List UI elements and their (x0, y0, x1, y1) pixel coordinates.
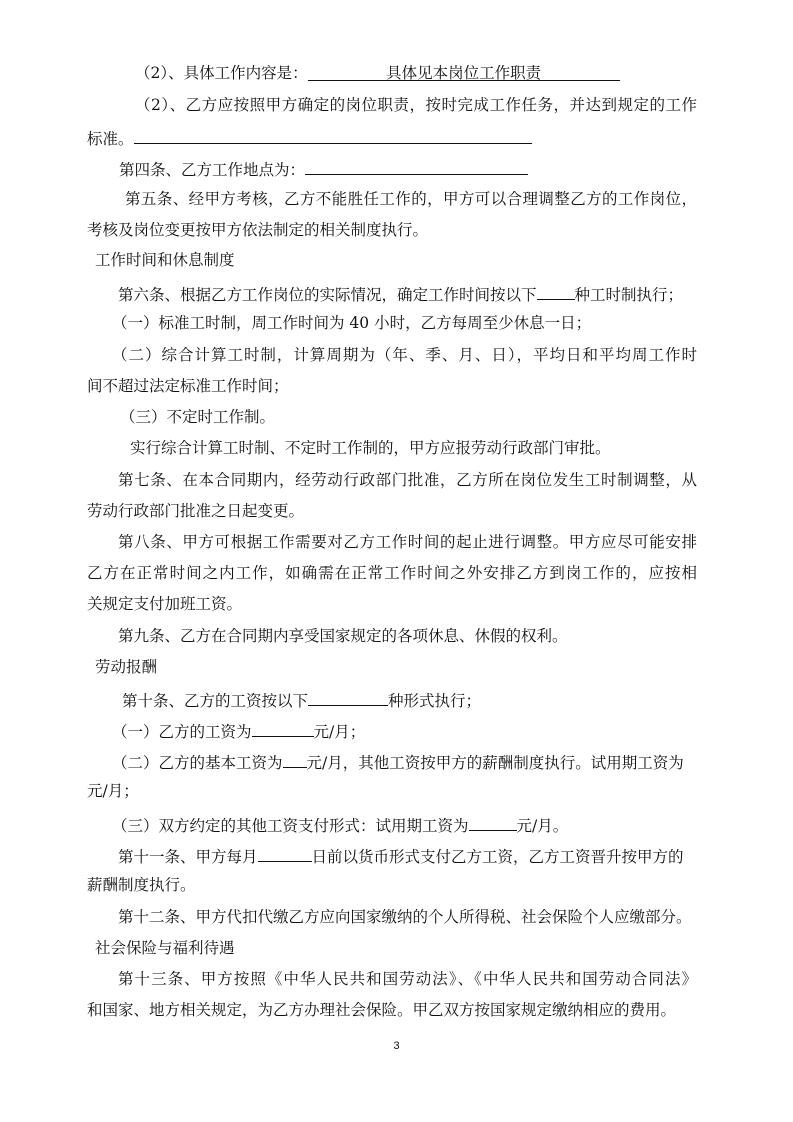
heading-social-insurance: 社会保险与福利待遇 (95, 939, 235, 957)
article-11 (118, 843, 684, 868)
art11-text-a: 第十一条、甲方每月 (118, 848, 258, 866)
article-7-line1: 第七条、在本合同期内，经劳动行政部门批准，乙方所在岗位发生工时制调整，从 (118, 471, 697, 489)
article-6-item-1: （一）标准工时制，周工作时间为 40 小时，乙方每周至少休息一日； (112, 314, 592, 332)
article-6-item-2-line2: 间不超过法定标准工作时间； (87, 377, 289, 395)
art10-3-blank (469, 812, 517, 831)
article-11-line2: 薪酬制度执行。 (87, 876, 196, 894)
article-6 (118, 281, 683, 306)
heading-pay: 劳动报酬 (95, 658, 158, 676)
article-10 (122, 687, 481, 712)
standard-blank (134, 125, 532, 144)
work-content-label: （2）、具体工作内容是： (135, 64, 308, 82)
art6-blank (537, 281, 575, 300)
art10-2-text-b: 元/月，其他工资按甲方的薪酬制度执行。试用期工资为 (306, 754, 684, 772)
article-7-line2: 劳动行政部门批准之日起变更。 (87, 502, 305, 520)
art10-text-a: 第十条、乙方的工资按以下 (122, 692, 309, 710)
art10-3-text-b: 元/月。 (516, 817, 569, 835)
art10-1-text-b: 元/月； (313, 723, 366, 741)
article-5-line2: 考核及岗位变更按甲方依法制定的相关制度执行。 (87, 221, 429, 239)
art10-blank (308, 687, 388, 706)
art10-2-text-a: （二）乙方的基本工资为 (112, 754, 283, 772)
item-job-duty-line1: （2）、乙方应按照甲方确定的岗位职责，按时完成工作任务，并达到规定的工作 (135, 96, 697, 114)
article-8-line3: 关规定支付加班工资。 (87, 595, 243, 613)
heading-work-time: 工作时间和休息制度 (95, 251, 235, 269)
article-4 (119, 156, 528, 181)
page-number: 3 (393, 1040, 400, 1052)
art10-2-blank (283, 749, 307, 768)
art11-text-b: 日前以货币形式支付乙方工资，乙方工资晋升按甲方的 (311, 848, 684, 866)
art10-text-b: 种形式执行； (388, 692, 482, 710)
article-8-line1: 第八条、甲方可根据工作需要对乙方工作时间的起止进行调整。甲方应尽可能安排 (118, 533, 697, 551)
article-8-line2: 乙方在正常时间之内工作，如确需在正常工作时间之外安排乙方到岗工作的，应按相 (87, 564, 697, 582)
work-location-blank (305, 156, 528, 175)
item-job-duty-line2 (87, 125, 532, 150)
article-13-line1: 第十三条、甲方按照《中华人民共和国劳动法》、《中华人民共和国劳动合同法》 (118, 970, 697, 988)
article-6-note: 实行综合计算工时制、不定时工作制的，甲方应报劳动行政部门审批。 (130, 439, 611, 457)
standard-label: 标准。 (87, 130, 134, 148)
art10-1-text-a: （一）乙方的工资为 (112, 723, 252, 741)
article-10-item-2 (112, 749, 684, 774)
work-content-fill: 具体见本岗位工作职责 (308, 62, 620, 81)
article-5-line1: 第五条、经甲方考核，乙方不能胜任工作的，甲方可以合理调整乙方的工作岗位， (125, 190, 697, 208)
article-10-item-3 (112, 812, 568, 837)
article-12: 第十二条、甲方代扣代缴乙方应向国家缴纳的个人所得税、社会保险个人应缴部分。 (118, 908, 692, 926)
art11-blank (258, 843, 312, 862)
article-10-item-1 (112, 718, 365, 743)
art6-text-a: 第六条、根据乙方工作岗位的实际情况，确定工作时间按以下 (118, 286, 537, 304)
article-9: 第九条、乙方在合同期内享受国家规定的各项休息、休假的权利。 (118, 627, 568, 645)
item-work-content (135, 62, 620, 84)
art6-text-b: 种工时制执行； (574, 286, 684, 304)
article-6-item-2-line1: （二）综合计算工时制，计算周期为（年、季、月、日），平均日和平均周工作时 (112, 346, 697, 364)
art10-3-text-a: （三）双方约定的其他工资支付形式：试用期工资为 (112, 817, 469, 835)
article-6-item-3: （三）不定时工作制。 (120, 408, 276, 426)
article-13-line2: 和国家、地方相关规定，为乙方办理社会保险。甲乙双方按国家规定缴纳相应的费用。 (87, 1001, 677, 1019)
article-10-item-2-line2: 元/月； (87, 782, 139, 800)
art10-1-blank (252, 718, 314, 737)
work-location-label: 第四条、乙方工作地点为： (119, 161, 306, 179)
